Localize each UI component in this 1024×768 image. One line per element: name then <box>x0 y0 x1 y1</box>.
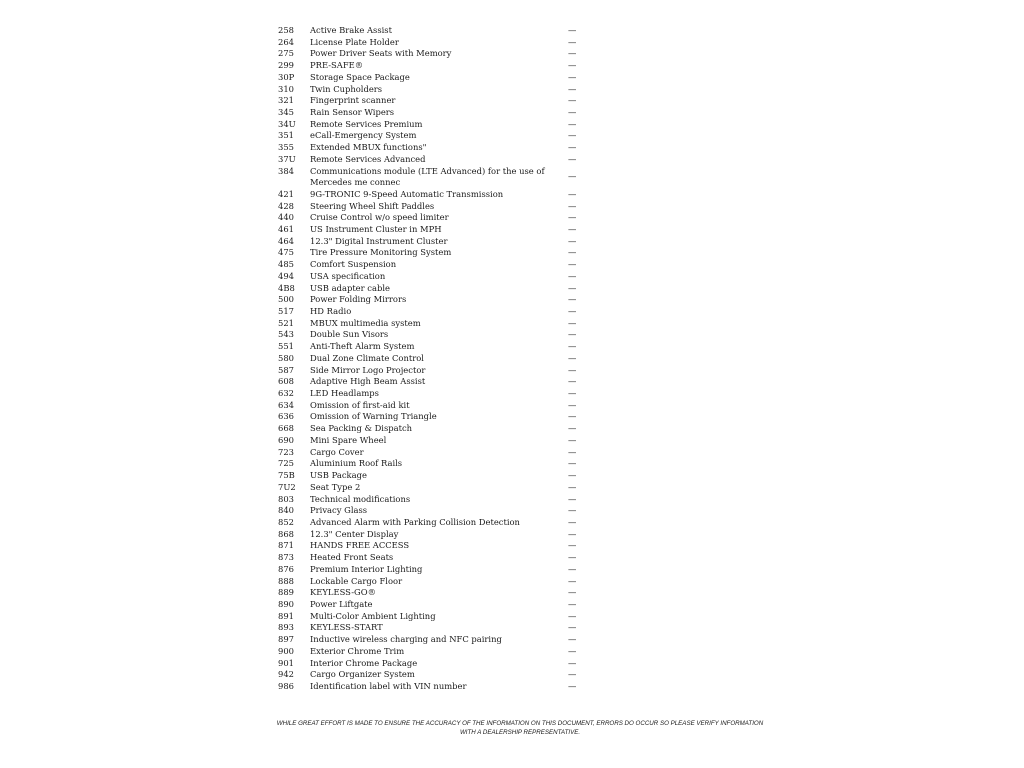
option-price: — <box>568 259 577 270</box>
option-code: 587 <box>278 364 294 375</box>
option-price: — <box>568 657 577 668</box>
option-price: — <box>568 270 577 281</box>
option-code: 803 <box>278 493 294 504</box>
option-price: — <box>568 364 577 375</box>
option-price: — <box>568 434 577 445</box>
option-description: Anti-Theft Alarm System <box>310 341 415 352</box>
option-row <box>278 189 578 201</box>
option-description: Cargo Cover <box>310 446 364 457</box>
option-row <box>278 306 578 318</box>
option-code: 351 <box>278 130 294 141</box>
option-description: Twin Cupholders <box>310 83 383 94</box>
option-description: Storage Space Package <box>310 71 410 82</box>
option-description: HANDS FREE ACCESS <box>310 540 410 551</box>
option-code: 475 <box>278 247 294 258</box>
option-description: Exterior Chrome Trim <box>310 645 405 656</box>
option-code: 75B <box>278 470 295 481</box>
option-price: — <box>568 587 577 598</box>
option-description: USB adapter cable <box>310 282 390 293</box>
option-code: 668 <box>278 423 294 434</box>
option-row <box>278 376 578 388</box>
option-row <box>278 201 578 213</box>
option-row <box>278 212 578 224</box>
option-code: 264 <box>278 36 294 47</box>
option-description: Steering Wheel Shift Paddles <box>310 200 435 211</box>
option-code: 428 <box>278 200 294 211</box>
option-price: — <box>568 329 577 340</box>
option-code: 384 <box>278 165 294 176</box>
option-code: 37U <box>278 153 296 164</box>
option-price: — <box>568 153 577 164</box>
option-code: 725 <box>278 458 294 469</box>
option-code: 868 <box>278 528 294 539</box>
option-price: — <box>568 423 577 434</box>
option-description: License Plate Holder <box>310 36 399 47</box>
option-row <box>278 494 578 506</box>
option-row <box>278 658 578 670</box>
option-code: 608 <box>278 376 294 387</box>
option-row <box>278 517 578 529</box>
option-price: — <box>568 470 577 481</box>
option-row <box>278 247 578 259</box>
option-price: — <box>568 36 577 47</box>
option-code: 634 <box>278 399 294 410</box>
option-row <box>278 505 578 517</box>
option-description: Interior Chrome Package <box>310 657 418 668</box>
option-code: 632 <box>278 388 294 399</box>
option-description: Double Sun Visors <box>310 329 389 340</box>
option-code: 440 <box>278 212 294 223</box>
option-price: — <box>568 83 577 94</box>
option-description: Identification label with VIN number <box>310 681 467 691</box>
option-code: 876 <box>278 563 294 574</box>
option-price: — <box>568 170 577 181</box>
option-code: 543 <box>278 329 294 340</box>
option-row <box>278 271 578 283</box>
option-price: — <box>568 634 577 645</box>
option-row <box>278 482 578 494</box>
option-price: — <box>568 645 577 656</box>
option-description: Cargo Organizer System <box>310 669 415 680</box>
option-row <box>278 25 578 37</box>
option-row <box>278 318 578 330</box>
option-price: — <box>568 317 577 328</box>
option-code: 900 <box>278 645 294 656</box>
option-price: — <box>568 130 577 141</box>
option-price: — <box>568 446 577 457</box>
option-row <box>278 259 578 271</box>
option-price: — <box>568 142 577 153</box>
option-price: — <box>568 669 577 680</box>
option-row <box>278 365 578 377</box>
option-code: 517 <box>278 306 294 316</box>
option-code: 890 <box>278 598 294 609</box>
option-price: — <box>568 458 577 469</box>
option-description: Mini Spare Wheel <box>310 434 387 445</box>
option-description: Power Folding Mirrors <box>310 294 407 305</box>
option-description: Aluminium Roof Rails <box>310 458 403 469</box>
option-description: MBUX multimedia system <box>310 317 421 328</box>
option-description: Cruise Control w/o speed limiter <box>310 212 449 223</box>
option-description: Sea Packing & Dispatch <box>310 423 413 434</box>
option-price: — <box>568 306 577 316</box>
option-price: — <box>568 95 577 106</box>
option-price: — <box>568 411 577 422</box>
option-price: — <box>568 563 577 574</box>
option-row <box>278 458 578 470</box>
option-row <box>278 435 578 447</box>
option-description: Technical modifications <box>310 493 411 504</box>
option-price: — <box>568 352 577 363</box>
option-code: 34U <box>278 118 296 129</box>
option-price: — <box>568 223 577 234</box>
option-row <box>278 119 578 131</box>
option-row <box>278 599 578 611</box>
option-price: — <box>568 341 577 352</box>
option-description: Extended MBUX functions" <box>310 142 427 153</box>
option-description: USA specification <box>310 270 386 281</box>
option-row <box>278 669 578 681</box>
option-price: — <box>568 200 577 211</box>
option-price: — <box>568 388 577 399</box>
option-description: Rain Sensor Wipers <box>310 107 395 118</box>
option-row <box>278 611 578 623</box>
option-code: 986 <box>278 681 294 691</box>
options-list <box>278 25 578 693</box>
option-description: Tire Pressure Monitoring System <box>310 247 452 258</box>
option-description: Side Mirror Logo Projector <box>310 364 426 375</box>
option-description: Power Driver Seats with Memory <box>310 48 452 59</box>
option-code: 310 <box>278 83 294 94</box>
option-price: — <box>568 610 577 621</box>
option-description: Omission of first-aid kit <box>310 399 410 410</box>
option-code: 461 <box>278 223 294 234</box>
option-description: Lockable Cargo Floor <box>310 575 403 586</box>
option-code: 258 <box>278 25 294 35</box>
option-description: Communications module (LTE Advanced) for the use of Mercedes me connec <box>310 165 545 188</box>
option-price: — <box>568 48 577 59</box>
option-price: — <box>568 481 577 492</box>
option-row <box>278 447 578 459</box>
option-row <box>278 400 578 412</box>
option-price: — <box>568 516 577 527</box>
option-code: 840 <box>278 505 294 516</box>
option-description: Comfort Suspension <box>310 259 397 270</box>
option-code: 4B8 <box>278 282 295 293</box>
option-price: — <box>568 118 577 129</box>
option-price: — <box>568 505 577 516</box>
option-description: Multi-Color Ambient Lighting <box>310 610 436 621</box>
option-code: 893 <box>278 622 294 633</box>
option-code: 521 <box>278 317 294 328</box>
option-code: 723 <box>278 446 294 457</box>
option-row <box>278 529 578 541</box>
option-row <box>278 552 578 564</box>
option-description: USB Package <box>310 470 367 481</box>
option-code: 891 <box>278 610 294 621</box>
option-price: — <box>568 282 577 293</box>
option-row <box>278 329 578 341</box>
option-description: Active Brake Assist <box>310 25 392 35</box>
option-code: 873 <box>278 552 294 563</box>
option-description: KEYLESS-GO® <box>310 587 376 598</box>
option-code: 494 <box>278 270 294 281</box>
option-code: 345 <box>278 107 294 118</box>
option-description: PRE-SAFE® <box>310 60 364 71</box>
option-price: — <box>568 575 577 586</box>
option-row <box>278 540 578 552</box>
option-price: — <box>568 540 577 551</box>
option-code: 580 <box>278 352 294 363</box>
option-row <box>278 154 578 166</box>
option-description: Dual Zone Climate Control <box>310 352 424 363</box>
option-code: 871 <box>278 540 294 551</box>
option-description: Advanced Alarm with Parking Collision Detection <box>310 516 520 527</box>
option-code: 901 <box>278 657 294 668</box>
option-description: eCall-Emergency System <box>310 130 417 141</box>
option-price: — <box>568 71 577 82</box>
option-code: 421 <box>278 188 294 199</box>
option-description: HD Radio <box>310 306 352 316</box>
option-code: 500 <box>278 294 294 305</box>
option-price: — <box>568 598 577 609</box>
option-price: — <box>568 188 577 199</box>
option-row <box>278 72 578 84</box>
option-description: Remote Services Premium <box>310 118 423 129</box>
option-description: 9G-TRONIC 9-Speed Automatic Transmission <box>310 188 504 199</box>
option-code: 942 <box>278 669 294 680</box>
option-row <box>278 587 578 599</box>
option-code: 551 <box>278 341 294 352</box>
option-row <box>278 95 578 107</box>
option-row <box>278 142 578 154</box>
option-row <box>278 622 578 634</box>
option-row <box>278 60 578 72</box>
option-price: — <box>568 107 577 118</box>
option-row <box>278 341 578 353</box>
option-description: Remote Services Advanced <box>310 153 426 164</box>
option-price: — <box>568 528 577 539</box>
option-code: 7U2 <box>278 481 296 492</box>
option-price: — <box>568 235 577 246</box>
option-description: Adaptive High Beam Assist <box>310 376 426 387</box>
option-price: — <box>568 25 577 35</box>
option-code: 30P <box>278 71 295 82</box>
option-price: — <box>568 376 577 387</box>
option-description: Premium Interior Lighting <box>310 563 423 574</box>
option-code: 897 <box>278 634 294 645</box>
option-description: US Instrument Cluster in MPH <box>310 223 442 234</box>
option-row <box>278 411 578 423</box>
option-row <box>278 423 578 435</box>
option-row <box>278 107 578 119</box>
option-code: 299 <box>278 60 294 71</box>
option-row <box>278 48 578 60</box>
option-row <box>278 130 578 142</box>
option-description: 12.3" Digital Instrument Cluster <box>310 235 448 246</box>
option-code: 321 <box>278 95 294 106</box>
option-code: 275 <box>278 48 294 59</box>
option-code: 485 <box>278 259 294 270</box>
option-price: — <box>568 552 577 563</box>
option-description: 12.3" Center Display <box>310 528 399 539</box>
option-description: Omission of Warning Triangle <box>310 411 437 422</box>
option-code: 464 <box>278 235 294 246</box>
option-row <box>278 224 578 236</box>
option-price: — <box>568 247 577 258</box>
option-description: Privacy Glass <box>310 505 368 516</box>
option-row <box>278 294 578 306</box>
option-description: Inductive wireless charging and NFC pairing <box>310 634 502 645</box>
option-row <box>278 84 578 96</box>
option-description: KEYLESS-START <box>310 622 383 633</box>
option-row <box>278 283 578 295</box>
option-code: 889 <box>278 587 294 598</box>
option-description: Heated Front Seats <box>310 552 394 563</box>
option-row <box>278 470 578 482</box>
option-row <box>278 681 578 693</box>
option-row <box>278 646 578 658</box>
option-code: 888 <box>278 575 294 586</box>
option-code: 636 <box>278 411 294 422</box>
option-description: Power Liftgate <box>310 598 373 609</box>
option-price: — <box>568 212 577 223</box>
option-row <box>278 353 578 365</box>
option-price: — <box>568 399 577 410</box>
option-row <box>278 564 578 576</box>
option-row <box>278 634 578 646</box>
option-row <box>278 388 578 400</box>
option-price: — <box>568 294 577 305</box>
option-code: 852 <box>278 516 294 527</box>
option-description: Seat Type 2 <box>310 481 361 492</box>
option-code: 355 <box>278 142 294 153</box>
disclaimer: WHILE GREAT EFFORT IS MADE TO ENSURE THE ACCURACY OF THE INFORMATION ON THIS DOCUMENT, ERRORS DO OCCUR SO PLEASE VERIFY INFORMATION WITH A DEALERSHIP REPRESENTATIVE. <box>276 720 764 736</box>
option-row <box>278 37 578 49</box>
option-row <box>278 576 578 588</box>
option-description: Fingerprint scanner <box>310 95 396 106</box>
option-price: — <box>568 60 577 71</box>
option-row <box>278 236 578 248</box>
option-price: — <box>568 622 577 633</box>
option-price: — <box>568 493 577 504</box>
option-description: LED Headlamps <box>310 388 379 399</box>
option-code: 690 <box>278 434 294 445</box>
option-row <box>278 166 578 189</box>
option-price: — <box>568 681 577 691</box>
